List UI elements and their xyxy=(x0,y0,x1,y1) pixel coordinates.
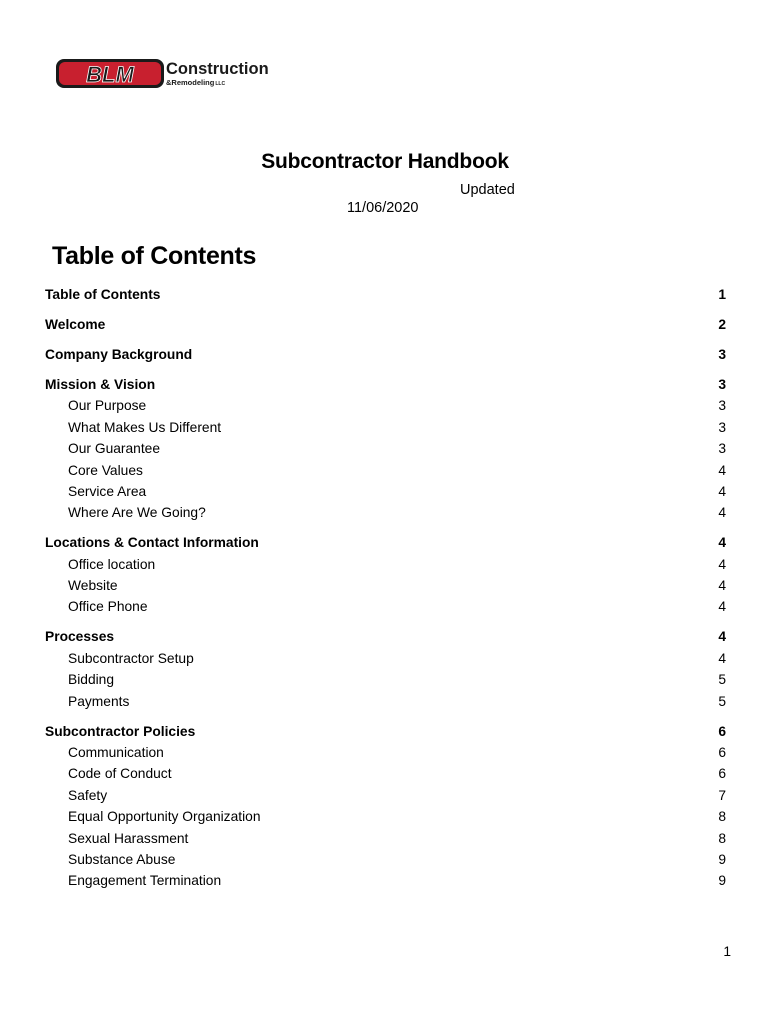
toc-subentry[interactable] xyxy=(45,575,726,596)
toc-entry-label[interactable]: Substance Abuse xyxy=(68,851,176,867)
toc-subentry[interactable] xyxy=(45,669,726,690)
toc-entry-page: 4 xyxy=(718,629,726,645)
toc-entry-page: 5 xyxy=(718,693,726,709)
toc-entry-label[interactable]: Bidding xyxy=(68,672,115,688)
toc-entry-page: 4 xyxy=(718,578,726,594)
logo-subtitle xyxy=(166,78,225,87)
toc-entry-page: 4 xyxy=(718,535,726,551)
toc-subentry[interactable] xyxy=(45,596,726,617)
toc-subentry[interactable] xyxy=(45,849,726,870)
toc-subentry[interactable] xyxy=(45,460,726,481)
toc-entry-label[interactable]: Welcome xyxy=(45,316,106,332)
toc-entry[interactable] xyxy=(45,344,726,365)
toc-subentry[interactable] xyxy=(45,417,726,438)
toc-entry-label[interactable]: Our Guarantee xyxy=(68,441,161,457)
toc-entry[interactable] xyxy=(45,626,726,647)
toc-entry-label[interactable]: Processes xyxy=(45,629,115,645)
toc-entry-page: 6 xyxy=(718,744,726,760)
toc-entry[interactable] xyxy=(45,284,726,305)
toc-entry-label[interactable]: Where Are We Going? xyxy=(68,505,206,521)
toc-subentry[interactable] xyxy=(45,806,726,827)
toc-subentry[interactable] xyxy=(45,481,726,502)
toc-entry-label[interactable]: Mission & Vision xyxy=(45,376,156,392)
toc-entry-label[interactable]: Office Phone xyxy=(68,599,148,615)
toc-heading: Table of Contents xyxy=(52,242,257,270)
toc-entry-page: 4 xyxy=(718,505,726,521)
toc-entry-page: 9 xyxy=(718,873,726,889)
toc-entry-page: 1 xyxy=(718,287,726,302)
toc-entry-label[interactable]: Payments xyxy=(68,693,130,709)
company-logo xyxy=(54,56,284,92)
toc-entry-label[interactable]: What Makes Us Different xyxy=(68,419,222,435)
toc-entry-page: 4 xyxy=(718,650,726,666)
toc-entry-label[interactable]: Office location xyxy=(68,556,156,572)
logo-subtitle-text: &Remodeling xyxy=(166,78,215,87)
toc-subentry[interactable] xyxy=(45,438,726,459)
table-of-contents xyxy=(45,284,726,892)
toc-subentry[interactable] xyxy=(45,502,726,523)
toc-entry-page: 6 xyxy=(718,766,726,782)
toc-entry[interactable] xyxy=(45,314,726,335)
toc-entry-label[interactable]: Equal Opportunity Organization xyxy=(68,809,261,825)
toc-entry-page: 3 xyxy=(718,441,726,457)
toc-entry-page: 2 xyxy=(718,316,726,332)
page-number: 1 xyxy=(723,944,731,959)
toc-entry-page: 4 xyxy=(718,599,726,615)
toc-subentry[interactable] xyxy=(45,828,726,849)
toc-entry[interactable] xyxy=(45,721,726,742)
toc-subentry[interactable] xyxy=(45,742,726,763)
updated-date: 11/06/2020 xyxy=(347,200,419,216)
toc-entry-label[interactable]: Subcontractor Policies xyxy=(45,723,196,739)
toc-entry-page: 4 xyxy=(718,462,726,478)
toc-entry-label[interactable]: Core Values xyxy=(68,462,143,478)
toc-entry-label[interactable]: Safety xyxy=(68,787,108,803)
toc-entry-label[interactable]: Our Purpose xyxy=(68,398,147,414)
document-title: Subcontractor Handbook xyxy=(261,150,509,173)
toc-entry-page: 3 xyxy=(718,398,726,414)
toc-entry[interactable] xyxy=(45,532,726,553)
toc-subentry[interactable] xyxy=(45,554,726,575)
toc-subentry[interactable] xyxy=(45,870,726,891)
toc-entry-label[interactable]: Code of Conduct xyxy=(68,766,172,782)
toc-entry[interactable] xyxy=(45,374,726,395)
toc-entry-label[interactable]: Engagement Termination xyxy=(68,873,222,889)
toc-entry-label[interactable]: Company Background xyxy=(45,346,193,362)
toc-entry-label[interactable]: Website xyxy=(68,578,118,594)
toc-entry-label[interactable]: Sexual Harassment xyxy=(68,830,189,846)
toc-entry-page: 4 xyxy=(718,556,726,572)
logo-graphic xyxy=(54,56,284,92)
toc-entry-label[interactable]: Service Area xyxy=(68,483,147,499)
toc-entry-label[interactable]: Table of Contents xyxy=(45,287,161,302)
logo-suffix: LLC xyxy=(215,81,226,87)
toc-entry-page: 5 xyxy=(718,672,726,688)
logo-initials: BLM xyxy=(86,62,134,87)
toc-entry-page: 7 xyxy=(718,787,726,803)
toc-entry-page: 3 xyxy=(718,346,726,362)
toc-entry-label[interactable]: Subcontractor Setup xyxy=(68,650,194,666)
toc-entry-page: 6 xyxy=(718,723,726,739)
toc-entry-page: 9 xyxy=(718,851,726,867)
logo-company-name: Construction xyxy=(166,60,269,78)
toc-entry-page: 8 xyxy=(718,809,726,825)
toc-subentry[interactable] xyxy=(45,691,726,712)
toc-entry-label[interactable]: Locations & Contact Information xyxy=(45,535,259,551)
toc-subentry[interactable] xyxy=(45,648,726,669)
updated-label: Updated xyxy=(460,182,515,198)
toc-entry-page: 4 xyxy=(718,483,726,499)
toc-entry-page: 3 xyxy=(718,419,726,435)
toc-subentry[interactable] xyxy=(45,785,726,806)
toc-entry-label[interactable]: Communication xyxy=(68,744,164,760)
toc-entry-page: 8 xyxy=(718,830,726,846)
toc-subentry[interactable] xyxy=(45,763,726,784)
toc-entry-page: 3 xyxy=(718,376,726,392)
toc-subentry[interactable] xyxy=(45,395,726,416)
